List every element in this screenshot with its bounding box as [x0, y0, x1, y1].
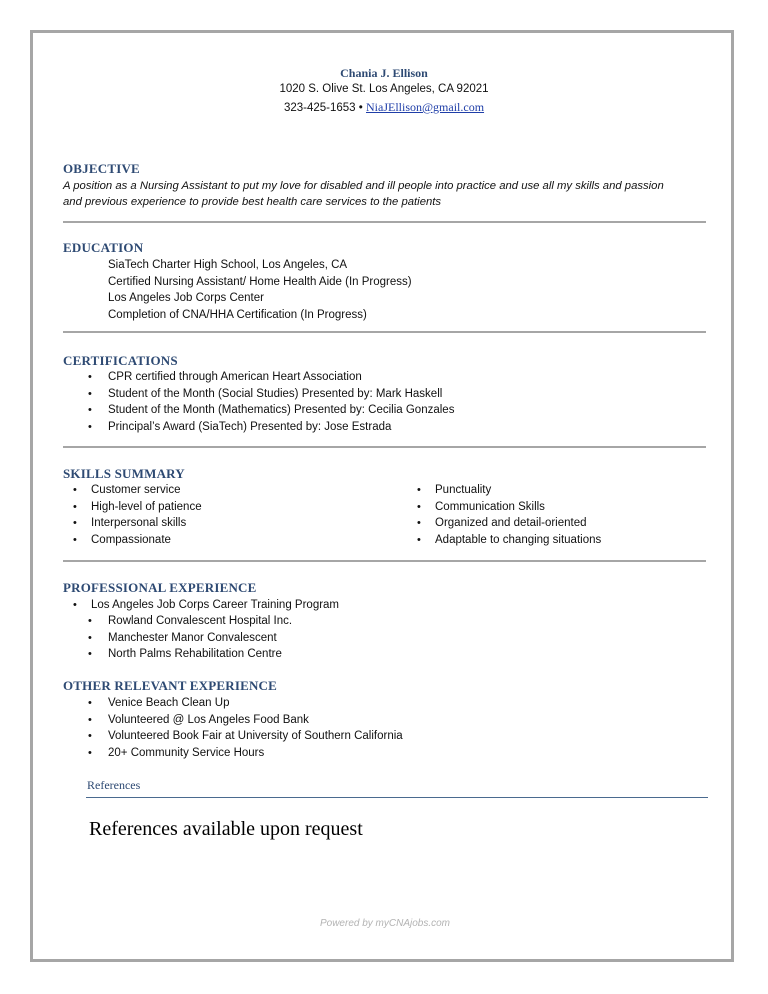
objective-line-1: A position as a Nursing Assistant to put my love for disabled and ill people into practice and use all my skills and passion [63, 180, 664, 192]
objective-heading: OBJECTIVE [63, 161, 140, 176]
objective-line-2: and previous experience to provide best health care services to the patients [63, 196, 442, 208]
divider [63, 221, 706, 223]
contact-line [0, 100, 768, 115]
skills-heading: SKILLS SUMMARY [63, 466, 185, 481]
experience-heading: PROFESSIONAL EXPERIENCE [63, 580, 257, 595]
footer-text: Powered by myCNAjobs.com [319, 918, 451, 929]
address-line: 1020 S. Olive St. Los Angeles, CA 92021 [279, 83, 489, 95]
education-item: Completion of CNA/HHA Certification (In Progress) [108, 308, 367, 321]
education-item: Los Angeles Job Corps Center [108, 292, 264, 305]
references-heading: References [87, 778, 141, 792]
education-heading: EDUCATION [63, 240, 144, 255]
other-experience-heading: OTHER RELEVANT EXPERIENCE [63, 678, 278, 693]
divider [63, 560, 706, 562]
email-link[interactable]: NiaJEllison@gmail.com [366, 100, 485, 114]
divider [63, 331, 706, 333]
applicant-name: Chania J. Ellison [340, 66, 428, 80]
divider [63, 446, 706, 448]
references-text: References available upon request [89, 818, 363, 840]
certifications-heading: CERTIFICATIONS [63, 353, 178, 368]
education-item: SiaTech Charter High School, Los Angeles, CA [108, 259, 348, 271]
education-list [108, 257, 412, 323]
phone-number: 323-425-1653 • [283, 102, 363, 114]
education-item: Certified Nursing Assistant/ Home Health Aide (In Progress) [108, 275, 412, 288]
references-rule [86, 797, 708, 798]
